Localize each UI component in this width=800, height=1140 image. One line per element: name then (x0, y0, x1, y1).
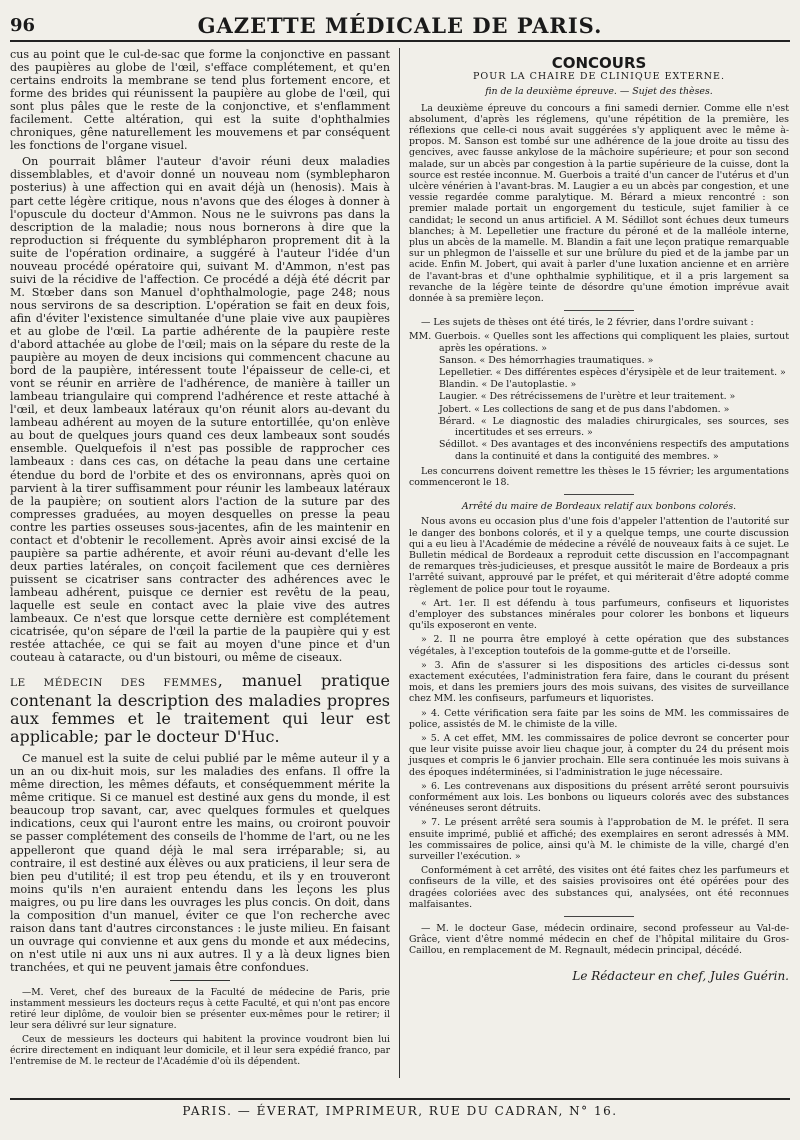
arrete-paragraph: » 7. Le présent arrêté sera soumis à l'approbation de M. le préfet. Il sera ensuite imprimé, publié et affiché; des exemplaires en seront adressés à MM. les commissaires de police, ainsi qu'à M. le chimiste de la ville, chargé d'en surveiller l'exécution. » (409, 817, 789, 862)
arrete-paragraph: » 5. A cet effet, MM. les commissaires de police devront se concerter pour que leur visite puisse avoir lieu chaque jour, à compter du 24 du présent mois jusques et compris le 6 janvier prochain. Elle sera continuée les mois suivans à des époques indéterminées, si l'administration le juge nécessaire. (409, 732, 789, 778)
arrete-paragraph: » 3. Afin de s'assurer si les dispositions des articles ci-dessus sont exactement exécutées, l'administration fera faire, dans le courant du présent mois, et dans les premiers jours des mois suivans, des visites de surveillance chez MM. les confiseurs, parfumeurs et liquoristes. (409, 659, 789, 705)
right-column (399, 48, 789, 1078)
arrete-paragraph: » 4. Cette vérification sera faite par les soins de MM. les commissaires de police, assistés de M. le chimiste de la ville. (409, 707, 789, 730)
separator-rule (564, 494, 634, 495)
two-column-body (10, 48, 790, 1078)
newspaper-page (10, 10, 790, 1120)
notice-paragraph: Ceux de messieurs les docteurs qui habitent la province voudront bien lui écrire directement en indiquant leur domicile, et il leur sera expédié franco, par l'entremise de M. le recteur de l'Académie d'où ils dépendent. (10, 1034, 390, 1067)
article-paragraph: cus au point que le cul-de-sac que forme la conjonctive en passant des paupières au globe de l'œil, s'efface complétement, et qu'en certains endroits la membrane se tend plus fortement encore, et forme des brides qui réunissent la paupière au globe de l'œil, qui sont plus pâles que le reste de la conjonctive, et s'enflamment facilement. Cette altération, qui est la suite d'ophthalmies chroniques, gêne naturellement les mouvemens et par conséquent les fonctions de l'organe visuel. (10, 48, 390, 153)
arrete-title: Arrêté du maire de Bordeaux relatif aux bonbons colorés. (461, 501, 737, 513)
book-title-rest: , manuel pratique contenant la description des maladies propres aux femmes et le traitement qui leur est applicable; par le docteur D'Huc. (10, 671, 390, 747)
editor-signature: Le Rédacteur en chef, Jules Guérin. (572, 968, 789, 983)
list-item: Lepelletier. « Des différentes espèces d'érysipèle et de leur traitement. » (439, 367, 786, 379)
arrete-paragraph: » 6. Les contrevenans aux dispositions du présent arrêté seront poursuivis conformément aux lois. Les bonbons ou liqueurs colorés avec des substances vénéneuses seront détruits. (409, 780, 789, 815)
gase-notice: — M. le docteur Gase, médecin ordinaire, second professeur au Val-de-Grâce, vient d'être nommé médecin en chef de l'hôpital militaire du Gros-Caillou, en remplacement de M. Regnault, médecin principal, décédé. (409, 923, 789, 957)
notice-paragraph: —M. Veret, chef des bureaux de la Faculté de médecine de Paris, prie instamment messieurs les docteurs reçus à cette Faculté, et qui n'ont pas encore retiré leur diplôme, de vouloir bien se présenter eux-mêmes pour le retirer; il leur sera délivré sur leur signature. (10, 987, 390, 1031)
list-item: Jobert. « Les collections de sang et de pus dans l'abdomen. » (439, 403, 730, 415)
masthead-title: GAZETTE MÉDICALE DE PARIS. (197, 12, 603, 38)
separator-rule (564, 310, 634, 311)
concours-heading: CONCOURS (551, 54, 647, 72)
list-item: Sanson. « Des hémorrhagies traumatiques. » (439, 354, 654, 366)
arrete-paragraph: » 2. Il ne pourra être employé à cette opération que des substances végétales, à l'exception toutefois de la gomme-gutte et de l'orseille. (409, 634, 789, 657)
left-column (10, 48, 399, 1078)
book-review-title (10, 672, 390, 746)
concours-paragraph: La deuxième épreuve du concours a fini samedi dernier. Comme elle n'est absolument, d'après les réglemens, qu'une répétition de la première, les réflexions que celle-ci nous avait suggérées s'y appliquent avec le même à-propos. M. Sanson est tombé sur une adhérence de la joue droite au tissu des gencives, avec fausse ankylose de la mâchoire supérieure; et pour son second malade, sur un abcès par congestion à la partie supérieure de la cuisse, dont la source est restée inconnue. M. Guerbois a traité d'un cancer de l'utérus et d'un ulcère vénérien à l'avant-bras. M. Laugier a eu un abcès par congestion, et une vessie regardée comme paralytique. M. Bérard a mieux rencontré : son premier malade portait un engorgement du testicule, sujet familier à ce candidat; le second un anus artificiel. A M. Sédillot sont échues deux tumeurs blanches; à M. Lepelletier une fracture du péroné et de la malléole interne, plus un abcès de la mamelle. M. Blandin a fait une leçon pratique remarquable sur un phlegmon de l'aisselle et sur une brûlure du pied et de la jambe par un acide. Enfin M. Jobert, qui avait à parler d'une luxation ancienne et en arrière de l'avant-bras et d'une ophthalmie syphilitique, et il a pris largement sa revanche de la légère teinte de désordre qu'une émotion imprévue avait donnée à sa première leçon. (409, 102, 789, 305)
book-title-smallcaps: LE MÉDECIN DES FEMMES (10, 677, 218, 690)
separator-rule (564, 916, 634, 917)
theses-intro: — Les sujets de thèses ont été tirés, le 2 février, dans l'ordre suivant : (421, 317, 754, 329)
arrete-paragraph: « Art. 1er. Il est défendu à tous parfumeurs, confiseurs et liquoristes d'employer des substances minérales pour colorer les bonbons et liqueurs qu'ils exposeront en vente. (409, 597, 789, 632)
list-item: Blandin. « De l'autoplastie. » (439, 379, 577, 391)
list-item: MM. Guerbois. « Quelles sont les affections qui compliquent les plaies, surtout après les opérations. » (409, 331, 789, 354)
list-item: Laugier. « Des rétrécissemens de l'urètre et leur traitement. » (439, 391, 736, 403)
separator-rule (170, 980, 230, 981)
list-item: Bérard. « Le diagnostic des maladies chirurgicales, ses sources, ses incertitudes et ses erreurs. » (439, 415, 789, 439)
arrete-paragraph: Conformément à cet arrêté, des visites ont été faites chez les parfumeurs et confiseurs de la ville, et des saisies provisoires ont été opérées pour des dragées coloriées avec des substances qui, analysées, ont été reconnues malfaisantes. (409, 865, 789, 910)
page-header (10, 10, 790, 42)
review-paragraph: Ce manuel est la suite de celui publié par le même auteur il y a un an ou dix-huit mois, sur les maladies des enfans. Il offre la même direction, les mêmes défauts, et conséquemment mérite la même critique. Si ce manuel est destiné aux gens du monde, il est beaucoup trop savant, car, avec quelques formules et quelques indications, ceux qui l'auront entre les mains, ou croiront pouvoir se passer complétement des conseils de l'homme de l'art, ou ne les appelleront que quand déjà le mal sera irréparable; si, au contraire, il est destiné aux élèves ou aux praticiens, il leur sera de bien peu d'utilité; il est trop peu étendu, et ils y en trouveront moins qu'ils n'en auraient entendu dans les leçons les plus maigres, ou pu lire dans les ouvrages les plus concis. On doit, dans la composition d'un manuel, éviter ce que l'on recherche avec raison dans tant d'autres circonstances : le juste milieu. En faisant un ouvrage qui convienne et aux gens du monde et aux médecins, on n'est utile ni aux uns ni aux autres. Il y a là deux lignes bien tranchées, et qui ne peuvent jamais être confondues. (10, 752, 390, 974)
list-item: Sédillot. « Des avantages et des inconvéniens respectifs des amputations dans la continuité et dans la contiguité des membres. » (439, 439, 789, 462)
chaire-subheading: POUR LA CHAIRE DE CLINIQUE EXTERNE. (473, 71, 725, 83)
epreuve-line: fin de la deuxième épreuve. — Sujet des thèses. (485, 86, 713, 98)
article-paragraph: On pourrait blâmer l'auteur d'avoir réuni deux maladies dissemblables, et d'avoir donné un nouveau nom (symblepharon posterius) à une affection qui en avait déjà un (henosis). Mais à part cette légère critique, nous n'avons que des éloges à donner à l'opuscule du docteur d'Ammon. Nous ne le suivrons pas dans la description de la maladie; nous nous bornerons à dire que la reproduction si fréquente du symblépharon proprement dit à la suite de l'opération ordinaire, a suggéré à l'auteur l'idée d'un nouveau procédé opératoire qui, suivant M. d'Ammon, n'est pas suivi de la récidive de l'affection. Ce procédé a déjà été décrit par M. Stœber dans son Manuel d'ophthalmologie, page 248; nous nous servirons de sa description. L'opération se fait en deux fois, afin d'éviter l'existence simultanée d'une plaie vive aux paupières et au globe de l'œil. La partie adhérente de la paupière reste d'abord attachée au globe de l'œil; mais on la sépare du reste de la paupière au moyen de deux incisions qui commencent chacune au bord de la paupière, intéressent toute l'épaisseur de celle-ci, et vont se réunir en arrière de l'adhérence, de manière à tailler un lambeau triangulaire qui comprend l'adhérence et reste attaché à l'œil, et deux lambeaux latéraux qu'on réunit alors au-devant du lambeau adhérent au moyen de la suture entortillée, qu'on enlève au bout de quelques jours quand ces deux lambeaux sont soudés ensemble. Quelquefois il n'est pas possible de rapprocher ces lambeaux : dans ces cas, on détache la peau dans une certaine étendue du bord de l'orbite et des os environnans, après quoi on parvient à la tirer suffisamment pour réunir les lambeaux latéraux de la paupière; on soutient alors l'action de la suture par des compresses graduées, au moyen desquelles on presse la peau contre les parties osseuses sous-jacentes, afin de les maintenir en contact et d'obtenir le recollement. Après avoir ainsi excisé de la paupière sa partie adhérente, et avoir réuni au-devant d'elle les deux parties latérales, on conçoit facilement que ces dernières puissent se cicatriser sans contracter des adhérences avec le lambeau adhérent, puisque ce dernier est revêtu de la peau, laquelle est seule en contact avec la plaie vive des autres lambeaux. Ce n'est que lorsque cette dernière est complétement cicatrisée, qu'on sépare de l'œil la partie de la paupière qui y est restée attachée, ce qui se fait au moyen d'une pince et d'un couteau à cataracte, ou d'un bistouri, ou même de ciseaux. (10, 155, 390, 665)
printer-imprint: PARIS. — ÉVERAT, IMPRIMEUR, RUE DU CADRAN, N° 16. (10, 1098, 790, 1118)
concurrens-paragraph: Les concurrens doivent remettre les thèses le 15 février; les argumentations commenceront le 18. (409, 465, 789, 488)
arrete-paragraph: Nous avons eu occasion plus d'une fois d'appeler l'attention de l'autorité sur le danger des bonbons colorés, et il y a quelque temps, une courte discussion qui a eu lieu à l'Académie de médecine a révélé de nouveaux faits à ce sujet. Le Bulletin médical de Bordeaux a reproduit cette discussion en l'accompagnant de remarques très-judicieuses, et presque aussitôt le maire de Bordeaux a pris l'arrêté suivant, approuvé par le préfet, et qui mériterait d'être adopté comme règlement de police pour tout le royaume. (409, 516, 789, 595)
page-number: 96 (10, 14, 36, 36)
theses-list (409, 331, 789, 461)
